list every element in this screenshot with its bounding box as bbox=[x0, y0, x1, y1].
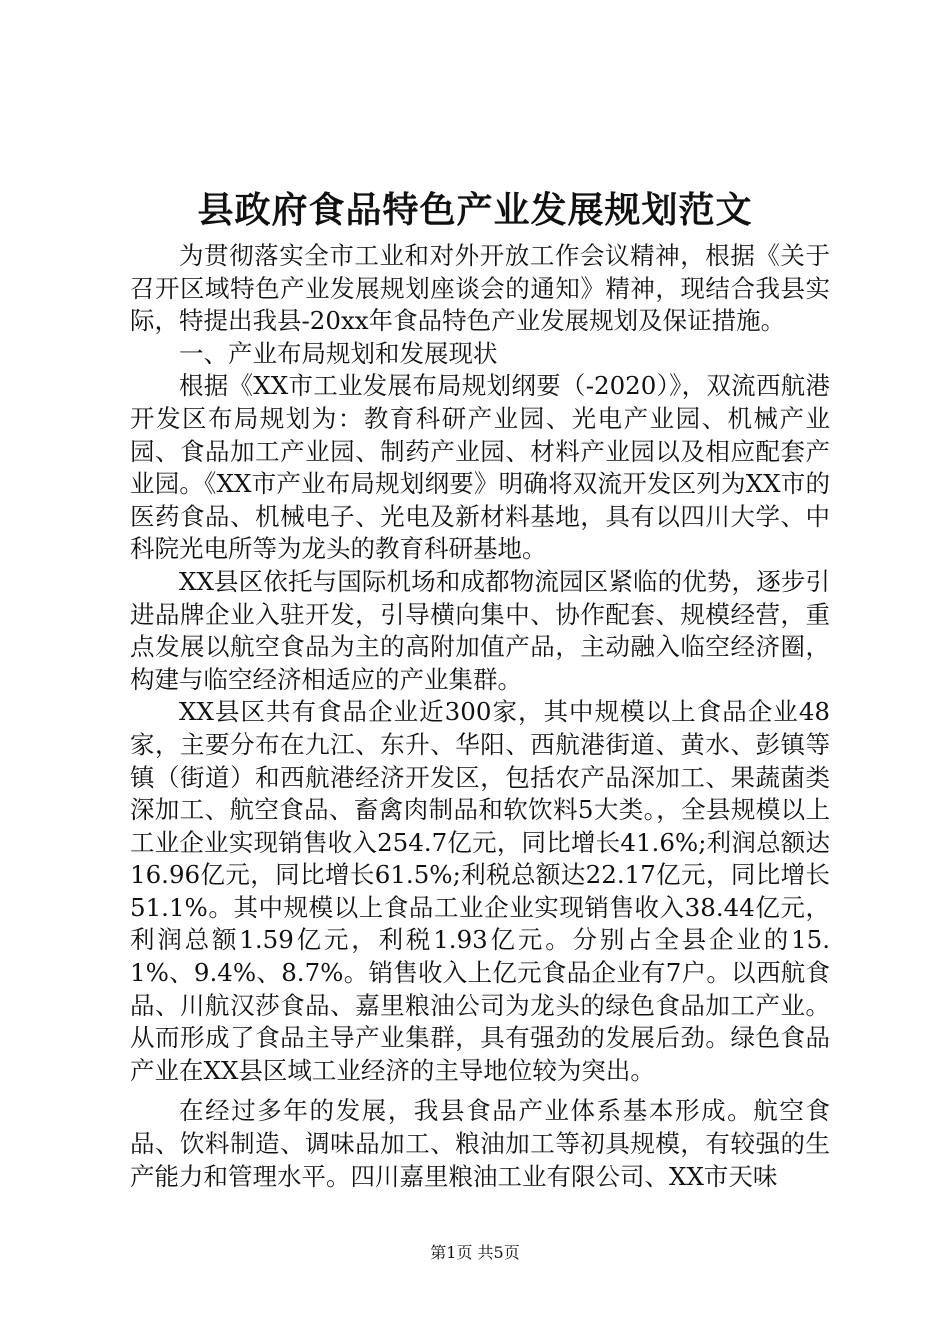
paragraph-county-advantage: XX县区依托与国际机场和成都物流园区紧临的优势，逐步引进品牌企业入驻开发，引导横向集中、协作配套、规模经营，重点发展以航空食品为主的高附加值产品，主动融入临空经济圈，构建与临空经济相适应的产业集群。 bbox=[130, 566, 830, 694]
document-body bbox=[130, 240, 830, 1193]
paragraph-industry-system: 在经过多年的发展，我县食品产业体系基本形成。航空食品、饮料制造、调味品加工、粮油加工等初具规模，有较强的生产能力和管理水平。四川嘉里粮油工业有限公司、XX市天味 bbox=[130, 1096, 830, 1191]
paragraph-layout-plan: 根据《XX市工业发展布局规划纲要（-2020）》，双流西航港开发区布局规划为：教育科研产业园、光电产业园、机械产业园、食品加工产业园、制药产业园、材料产业园以及相应配套产业园。《XX市产业布局规划纲要》明确将双流开发区列为XX市的医药食品、机械电子、光电及新材料基地，具有以四川大学、中科院光电所等为龙头的教育科研基地。 bbox=[130, 371, 830, 564]
paragraph-intro: 为贯彻落实全市工业和对外开放工作会议精神，根据《关于召开区域特色产业发展规划座谈会的通知》精神，现结合我县实际，特提出我县-20xx年食品特色产业发展规划及保证措施。 bbox=[130, 241, 830, 336]
paragraph-enterprise-stats: XX县区共有食品企业近300家，其中规模以上食品企业48家，主要分布在九江、东升、华阳、西航港街道、黄水、彭镇等镇（街道）和西航港经济开发区，包括农产品深加工、果蔬菌类深加工、航空食品、畜禽肉制品和软饮料5大类。，全县规模以上工业企业实现销售收入254.7亿元，同比增长41.6%;利润总额达16.96亿元，同比增长61.5%;利税总额达22.17亿元，同比增长51.1%。其中规模以上食品工业企业实现销售收入38.44亿元，利润总额1.59亿元，利税1.93亿元。分别占全县企业的15.1%、9.4%、8.7%。销售收入上亿元食品企业有7户。以西航食品、川航汉莎食品、嘉里粮油公司为龙头的绿色食品加工产业。从而形成了食品主导产业集群，具有强劲的发展后劲。绿色食品产业在XX县区域工业经济的主导地位较为突出。 bbox=[130, 697, 830, 1085]
page-indicator: 第1页 共5页 bbox=[430, 1243, 520, 1262]
section-heading-1: 一、产业布局规划和发展现状 bbox=[179, 338, 498, 368]
document-title: 县政府食品特色产业发展规划范文 bbox=[197, 189, 753, 231]
